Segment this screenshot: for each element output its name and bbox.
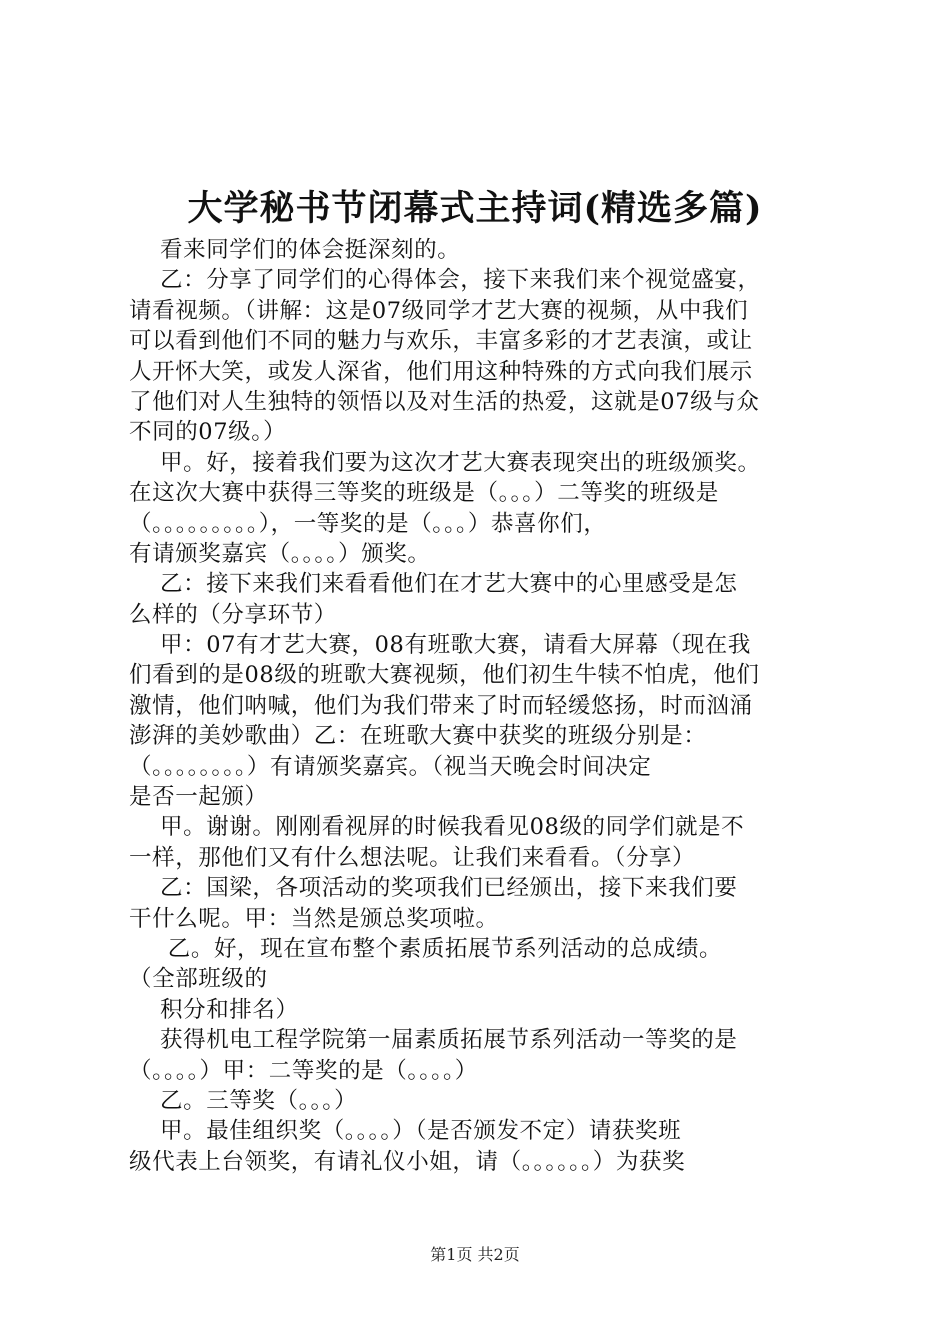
body-line: 人开怀大笑，或发人深省，他们用这种特殊的方式向我们展示 <box>129 358 753 385</box>
body-line: 甲：07有才艺大赛，08有班歌大赛，请看大屏幕（现在我 <box>129 632 751 659</box>
body-line: 获得机电工程学院第一届素质拓展节系列活动一等奖的是 <box>129 1027 738 1054</box>
body-line: 一样，那他们又有什么想法呢。让我们来看看。（分享） <box>129 844 696 871</box>
body-line: （。。。。）甲：二等奖的是（。。。。） <box>129 1057 478 1084</box>
body-line: （。。。。。。。。）有请颁奖嘉宾。（视当天晚会时间决定 <box>129 753 652 780</box>
body-line: 干什么呢。甲：当然是颁总奖项啦。 <box>129 905 499 932</box>
body-line: 乙。好，现在宣布整个素质拓展节系列活动的总成绩。 <box>129 935 723 962</box>
body-line: 甲。谢谢。刚刚看视屏的时候我看见08级的同学们就是不 <box>129 814 745 841</box>
body-line: 甲。最佳组织奖（。。。。）（是否颁发不定）请获奖班 <box>129 1118 682 1145</box>
body-line: 乙：分享了同学们的心得体会，接下来我们来个视觉盛宴， <box>129 267 761 294</box>
body-line: 看来同学们的体会挺深刻的。 <box>129 237 461 263</box>
body-line: 是否一起颁） <box>129 784 268 811</box>
body-line: 在这次大赛中获得三等奖的班级是（。。。）二等奖的班级是 <box>129 480 719 507</box>
page-footer: 第1页 共2页 <box>430 1245 520 1264</box>
body-line: 们看到的是08级的班歌大赛视频，他们初生牛犊不怕虎，他们 <box>129 662 760 689</box>
document-body <box>129 235 834 1177</box>
body-line: （全部班级的 <box>129 966 268 993</box>
body-line: 激情，他们呐喊，他们为我们带来了时而轻缓悠扬，时而汹涌 <box>129 692 753 719</box>
body-line: （。。。。。。。。。），一等奖的是（。。。）恭喜你们， <box>129 510 607 537</box>
body-line: 乙：国梁，各项活动的奖项我们已经颁出，接下来我们要 <box>129 875 738 902</box>
body-line: 么样的（分享环节） <box>129 601 337 628</box>
document-title: 大学秘书节闭幕式主持词(精选多篇) <box>187 188 763 229</box>
body-line: 有请颁奖嘉宾（。。。。）颁奖。 <box>129 540 431 567</box>
body-line: 乙。三等奖（。。。） <box>129 1087 358 1114</box>
body-line: 级代表上台领奖，有请礼仪小姐，请（。。。。。。）为获奖 <box>129 1148 686 1175</box>
body-line: 请看视频。（讲解：这是07级同学才艺大赛的视频，从中我们 <box>129 297 749 324</box>
body-line: 了他们对人生独特的领悟以及对生活的热爱，这就是07级与众 <box>129 388 760 415</box>
body-line: 可以看到他们不同的魅力与欢乐，丰富多彩的才艺表演，或让 <box>129 328 753 355</box>
body-line: 澎湃的美妙歌曲）乙：在班歌大赛中获奖的班级分别是： <box>129 723 707 750</box>
body-line: 乙：接下来我们来看看他们在才艺大赛中的心里感受是怎 <box>129 571 738 598</box>
body-line: 不同的07级。） <box>129 419 287 446</box>
body-line: 甲。好，接着我们要为这次才艺大赛表现突出的班级颁奖。 <box>129 449 761 476</box>
body-line: 积分和排名） <box>129 996 299 1023</box>
